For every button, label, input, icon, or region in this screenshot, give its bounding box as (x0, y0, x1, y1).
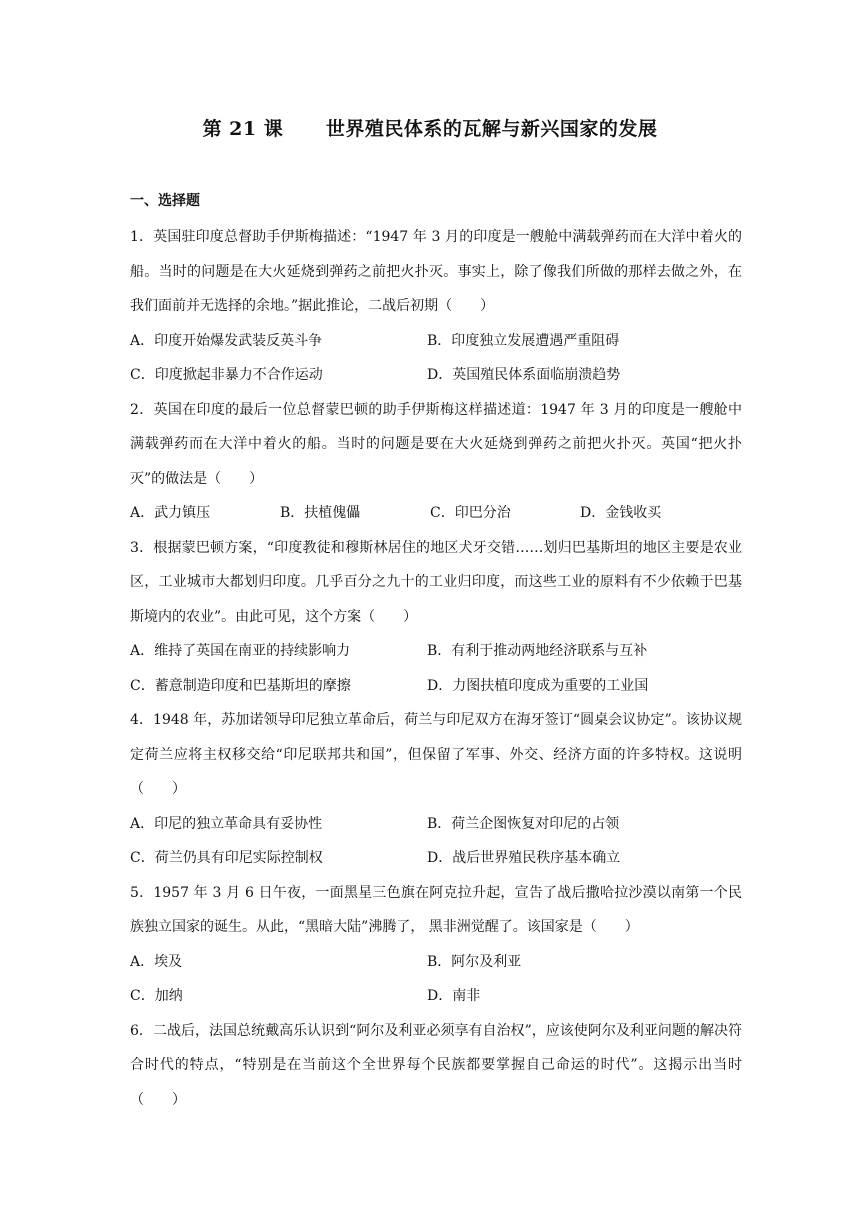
question-6 (130, 1014, 742, 1118)
option-c: C．印度掀起非暴力不合作运动 (130, 367, 323, 383)
option-c: C．加纳 (130, 988, 183, 1004)
option-group (130, 945, 742, 1014)
question-5 (130, 876, 742, 1014)
option-d: D．战后世界殖民秩序基本确立 (427, 850, 621, 866)
option-a: A．埃及 (130, 953, 183, 970)
question-stem: 2．英国在印度的最后一位总督蒙巴顿的助手伊斯梅这样描述道：1947 年 3 月的印度是一艘舱中满载弹药而在大洋中着火的船。当时的问题是要在大火延烧到弹药之前把火扑灭。英国“把火扑灭”的做法是（ ） (130, 401, 742, 487)
option-d: D．金钱收买 (580, 505, 662, 521)
option-d: D．力图扶植印度成为重要的工业国 (427, 677, 649, 694)
option-c: C．荷兰仍具有印尼实际控制权 (130, 850, 323, 866)
section-heading: 一、选择题 (130, 193, 200, 209)
option-a: A．印尼的独立革命具有妥协性 (130, 815, 323, 832)
option-b: B．有利于推动两地经济联系与互补 (427, 643, 648, 659)
option-c: C．蓄意制造印度和巴基斯坦的摩擦 (130, 677, 351, 694)
question-list (130, 220, 742, 1117)
page-title: 第 21 课 世界殖民体系的瓦解与新兴国家的发展 (202, 118, 658, 140)
option-group (130, 496, 742, 531)
option-b: B．阿尔及利亚 (427, 953, 522, 970)
question-stem: 5．1957 年 3 月 6 日午夜，一面黑星三色旗在阿克拉升起，宣告了战后撒哈拉沙漠以南第一个民族独立国家的诞生。从此，“黑暗大陆”沸腾了， 黑非洲觉醒了。该国家是（ ） (130, 884, 742, 935)
option-b: B．扶植傀儡 (280, 505, 361, 521)
option-group (130, 634, 742, 703)
question-4 (130, 703, 742, 876)
option-a: A．维持了英国在南亚的持续影响力 (130, 643, 351, 659)
option-a: A．印度开始爆发武装反英斗争 (130, 332, 323, 349)
option-a: A．武力镇压 (130, 505, 211, 521)
option-d: D．英国殖民体系面临崩溃趋势 (427, 367, 621, 383)
question-stem: 4．1948 年，苏加诺领导印尼独立革命后，荷兰与印尼双方在海牙签订“圆桌会议协定”。该协议规定荷兰应将主权移交给“印尼联邦共和国”，但保留了军事、外交、经济方面的许多特权。这说明（ ） (130, 712, 742, 797)
question-3 (130, 531, 742, 704)
option-b: B．印度独立发展遭遇严重阻碍 (427, 332, 620, 349)
question-stem: 3．根据蒙巴顿方案，“印度教徒和穆斯林居住的地区犬牙交错……划归巴基斯坦的地区主要是农业区，工业城市大都划归印度。几乎百分之九十的工业归印度，而这些工业的原料有不少依赖于巴基斯境内的农业”。由此可见，这个方案（ ） (130, 539, 742, 625)
question-1 (130, 220, 742, 393)
option-group (130, 807, 742, 876)
question-stem: 1．英国驻印度总督助手伊斯梅描述：“1947 年 3 月的印度是一艘舱中满载弹药而在大洋中着火的船。当时的问题是在大火延烧到弹药之前把火扑灭。事实上，除了像我们所做的那样去做之外，在我们面前并无选择的余地。”据此推论，二战后初期（ ） (130, 229, 742, 314)
option-d: D．南非 (427, 988, 481, 1004)
question-2 (130, 393, 742, 531)
option-c: C．印巴分治 (430, 505, 511, 521)
option-group (130, 324, 742, 393)
question-stem: 6．二战后，法国总统戴高乐认识到“阿尔及利亚必须享有自治权”，应该使阿尔及利亚问题的解决符合时代的特点，“特别是在当前这个全世界每个民族都要掌握自己命运的时代”。这揭示出当时（ ） (130, 1022, 742, 1108)
option-b: B．荷兰企图恢复对印尼的占领 (427, 815, 620, 832)
